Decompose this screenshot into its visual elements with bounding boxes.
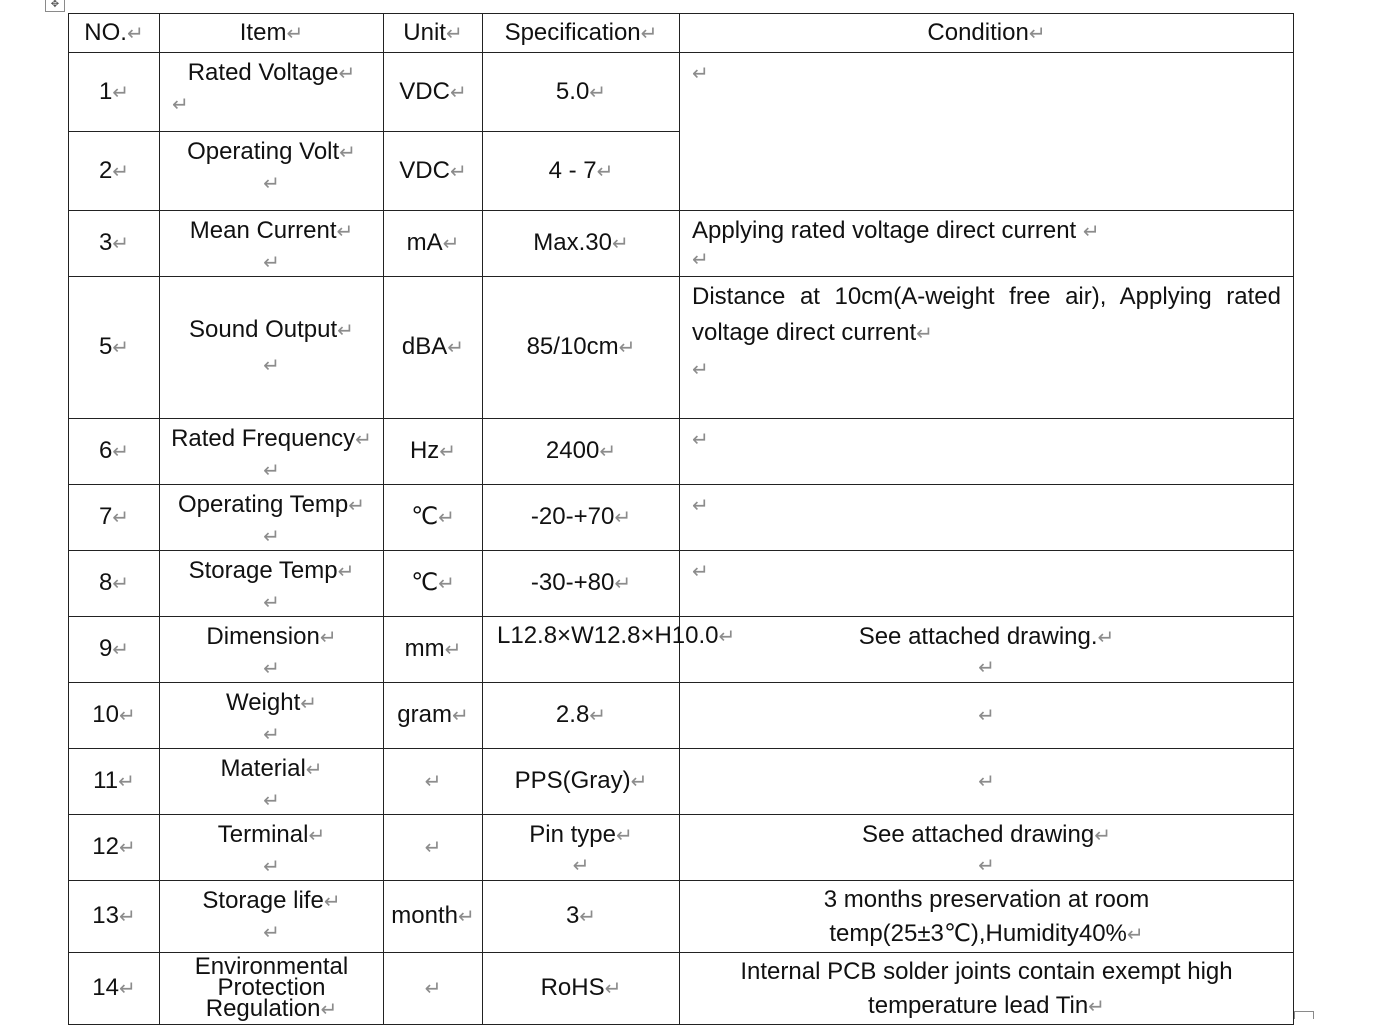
row-condition: See attached drawing.↵ ↵: [680, 617, 1294, 683]
table-resize-handle[interactable]: [1294, 1011, 1314, 1019]
header-condition: Condition↵: [680, 14, 1294, 53]
row-spec: RoHS↵: [483, 953, 680, 1025]
row-spec: 2400↵: [483, 419, 680, 485]
row-item: Weight↵ ↵: [160, 683, 384, 749]
table-row: [69, 211, 1294, 277]
row-no: 12↵: [69, 815, 160, 881]
row-unit: month↵: [384, 881, 483, 953]
row-item: Environmental Protection Regulation↵: [160, 953, 384, 1025]
header-item: Item↵: [160, 14, 384, 53]
row-item: Dimension↵ ↵: [160, 617, 384, 683]
row-no: 7↵: [69, 485, 160, 551]
row-no: 14↵: [69, 953, 160, 1025]
row-no: 8↵: [69, 551, 160, 617]
row-no: 2↵: [69, 132, 160, 211]
row-condition: ↵: [680, 749, 1294, 815]
row-unit: dBA↵: [384, 277, 483, 419]
row-spec: L12.8×W12.8×H10.0↵: [483, 617, 680, 683]
header-specification: Specification↵: [483, 14, 680, 53]
row-spec: 2.8↵: [483, 683, 680, 749]
row-spec: 5.0↵: [483, 53, 680, 132]
table-row: [69, 749, 1294, 815]
table-row: [69, 53, 1294, 132]
row-spec: PPS(Gray)↵: [483, 749, 680, 815]
row-spec: Max.30↵: [483, 211, 680, 277]
row-spec: 85/10cm↵: [483, 277, 680, 419]
row-spec: -20-+70↵: [483, 485, 680, 551]
row-item: Material↵ ↵: [160, 749, 384, 815]
row-unit: ↵: [384, 749, 483, 815]
row-condition: ↵: [680, 683, 1294, 749]
row-no: 1↵: [69, 53, 160, 132]
row-no: 6↵: [69, 419, 160, 485]
row-no: 13↵: [69, 881, 160, 953]
row-no: 10↵: [69, 683, 160, 749]
row-no: 5↵: [69, 277, 160, 419]
row-unit: Hz↵: [384, 419, 483, 485]
header-no: NO.↵: [69, 14, 160, 53]
row-condition: ↵: [680, 419, 1294, 485]
row-condition: ↵: [680, 485, 1294, 551]
row-no: 9↵: [69, 617, 160, 683]
row-unit: ↵: [384, 953, 483, 1025]
row-unit: mA↵: [384, 211, 483, 277]
row-unit: VDC↵: [384, 132, 483, 211]
row-item: Rated Frequency↵ ↵: [160, 419, 384, 485]
row-item: Sound Output↵ ↵: [160, 277, 384, 419]
table-row: [69, 815, 1294, 881]
row-condition: See attached drawing↵ ↵: [680, 815, 1294, 881]
row-item: Rated Voltage↵ ↵: [160, 53, 384, 132]
row-unit: gram↵: [384, 683, 483, 749]
row-unit: ↵: [384, 815, 483, 881]
header-unit: Unit↵: [384, 14, 483, 53]
table-row: [69, 485, 1294, 551]
table-row: [69, 277, 1294, 419]
row-spec: 4 - 7↵: [483, 132, 680, 211]
table-header-row: [69, 14, 1294, 53]
table-row: [69, 683, 1294, 749]
row-unit: ℃↵: [384, 551, 483, 617]
specification-table: [68, 13, 1294, 1025]
row-unit: ℃↵: [384, 485, 483, 551]
row-spec: Pin type↵ ↵: [483, 815, 680, 881]
row-condition: Internal PCB solder joints contain exempt high temperature lead Tin↵: [680, 953, 1294, 1025]
row-unit: mm↵: [384, 617, 483, 683]
table-row: [69, 551, 1294, 617]
row-spec: -30-+80↵: [483, 551, 680, 617]
row-item: Terminal↵ ↵: [160, 815, 384, 881]
table-row: [69, 953, 1294, 1025]
row-condition: Applying rated voltage direct current ↵ ↵: [680, 211, 1294, 277]
row-condition: 3 months preservation at room temp(25±3℃),Humidity40%↵: [680, 881, 1294, 953]
row-spec: 3↵: [483, 881, 680, 953]
row-no: 3↵: [69, 211, 160, 277]
row-item: Storage Temp↵ ↵: [160, 551, 384, 617]
table-row: [69, 881, 1294, 953]
table-row: [69, 419, 1294, 485]
row-condition: ↵: [680, 53, 1294, 211]
row-no: 11↵: [69, 749, 160, 815]
row-item: Operating Temp↵ ↵: [160, 485, 384, 551]
row-unit: VDC↵: [384, 53, 483, 132]
row-item: Mean Current↵ ↵: [160, 211, 384, 277]
table-move-handle-icon[interactable]: ✥: [45, 0, 65, 12]
row-item: Operating Volt↵ ↵: [160, 132, 384, 211]
row-condition: ↵: [680, 551, 1294, 617]
row-condition: Distance at 10cm(A-weight free air), Applying rated voltage direct current↵ ↵: [680, 277, 1294, 419]
table-row: [69, 617, 1294, 683]
row-item: Storage life↵ ↵: [160, 881, 384, 953]
